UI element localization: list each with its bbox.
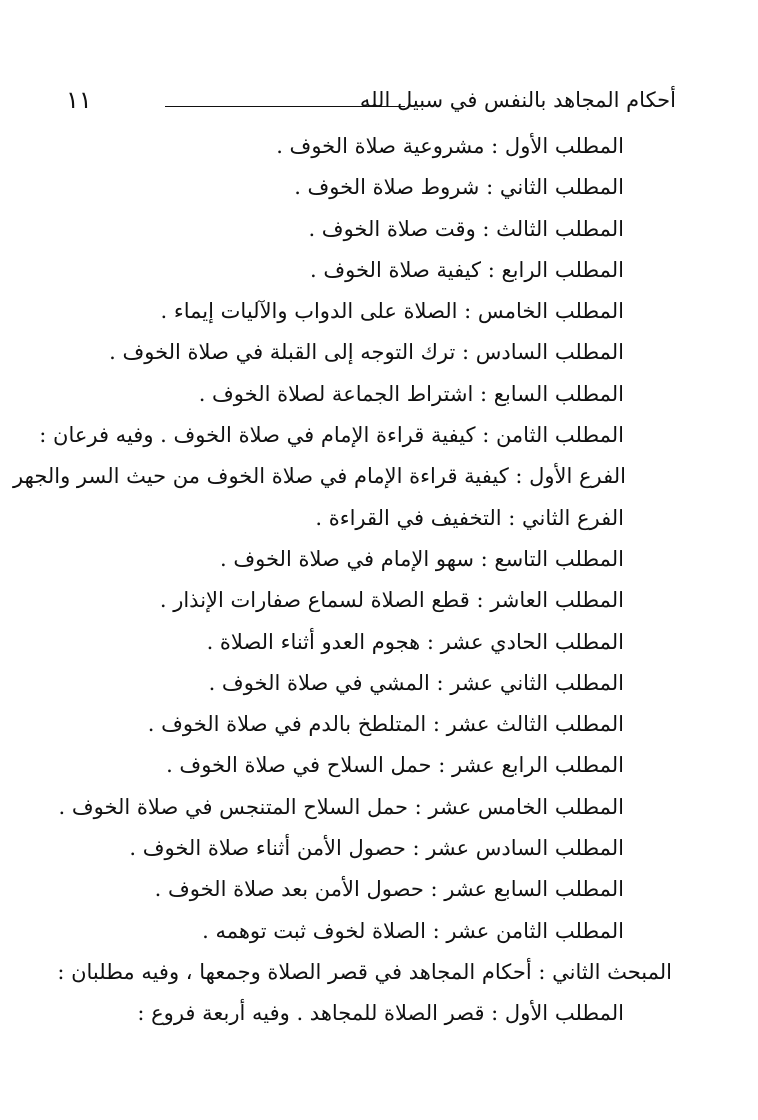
toc-line: المطلب الخامس عشر : حمل السلاح المتنجس في صلاة الخوف . bbox=[58, 794, 624, 819]
toc-line: المطلب الخامس : الصلاة على الدواب والآليات إيماء . bbox=[160, 299, 624, 324]
table-of-contents bbox=[13, 126, 672, 1035]
page-header bbox=[0, 84, 758, 116]
toc-line: المطلب السادس : ترك التوجه إلى القبلة في صلاة الخوف . bbox=[109, 340, 624, 365]
toc-line: المطلب السابع : اشتراط الجماعة لصلاة الخوف . bbox=[198, 381, 624, 406]
toc-line: المطلب الحادي عشر : هجوم العدو أثناء الصلاة . bbox=[206, 629, 624, 654]
running-title: أحكام المجاهد بالنفس في سبيل الله bbox=[359, 88, 676, 112]
toc-line: المطلب الأول : قصر الصلاة للمجاهد . وفيه أربعة فروع : bbox=[137, 1001, 624, 1026]
page-number: ١١ bbox=[66, 86, 92, 114]
toc-line: المطلب السادس عشر : حصول الأمن أثناء صلاة الخوف . bbox=[129, 836, 624, 861]
toc-line: المطلب الرابع عشر : حمل السلاح في صلاة الخوف . bbox=[166, 753, 624, 778]
toc-line: المطلب الرابع : كيفية صلاة الخوف . bbox=[310, 257, 624, 282]
toc-line: المطلب الثامن : كيفية قراءة الإمام في صلاة الخوف . وفيه فرعان : bbox=[39, 423, 624, 448]
toc-line: الفرع الأول : كيفية قراءة الإمام في صلاة الخوف من حيث السر والجهر bbox=[13, 464, 626, 489]
toc-line: المطلب الثاني : شروط صلاة الخوف . bbox=[294, 175, 624, 200]
toc-line: المطلب الثالث عشر : المتلطخ بالدم في صلاة الخوف . bbox=[147, 712, 624, 737]
toc-line: المطلب السابع عشر : حصول الأمن بعد صلاة الخوف . bbox=[154, 877, 624, 902]
toc-line: المطلب التاسع : سهو الإمام في صلاة الخوف . bbox=[220, 546, 624, 571]
toc-line: المطلب الثاني عشر : المشي في صلاة الخوف . bbox=[208, 670, 624, 695]
toc-line: المطلب الثامن عشر : الصلاة لخوف ثبت توهمه . bbox=[202, 918, 624, 943]
toc-line: المطلب العاشر : قطع الصلاة لسماع صفارات الإنذار . bbox=[159, 588, 624, 613]
toc-line: المطلب الأول : مشروعية صلاة الخوف . bbox=[276, 134, 624, 158]
toc-line: الفرع الثاني : التخفيف في القراءة . bbox=[315, 505, 624, 530]
toc-line: المطلب الثالث : وقت صلاة الخوف . bbox=[308, 216, 624, 241]
toc-line: المبحث الثاني : أحكام المجاهد في قصر الصلاة وجمعها ، وفيه مطلبان : bbox=[57, 959, 672, 984]
